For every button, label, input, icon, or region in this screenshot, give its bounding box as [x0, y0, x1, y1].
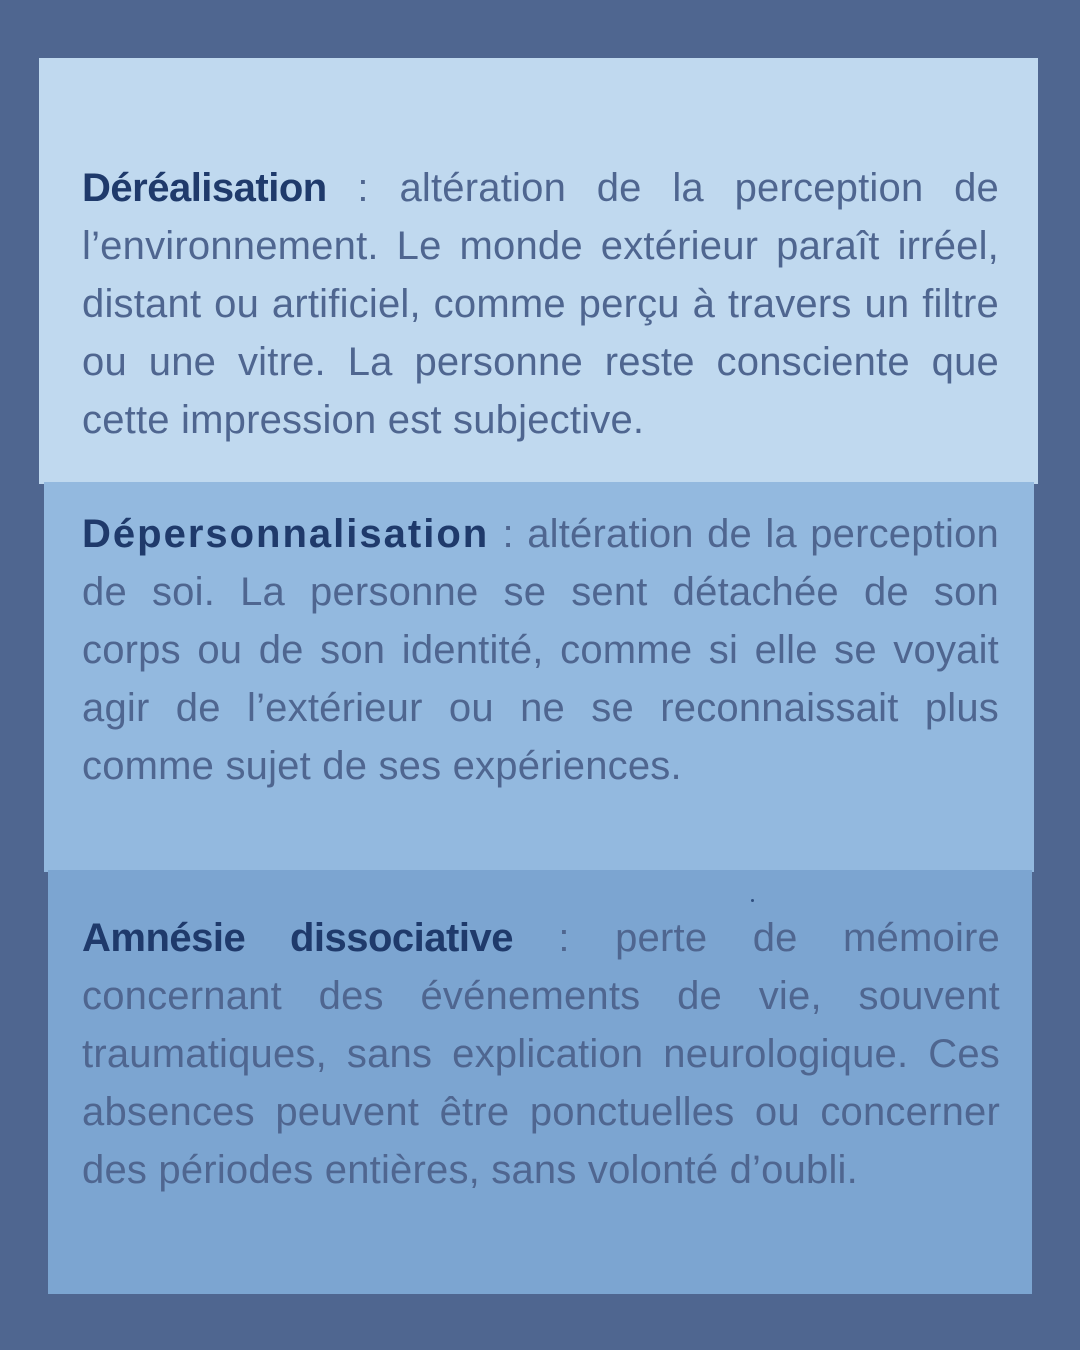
- definition-card-amnesie-dissociative: [48, 870, 1032, 1294]
- definition-text: : perte de mémoire concernant des événements de vie, souvent traumatiques, sans explication neurologique. Ces absences peuvent être ponctuelles ou concerner des périodes entières, sans volonté d’oubli.: [82, 916, 1000, 1192]
- definition-term: Dépersonnalisation: [82, 512, 490, 556]
- definition-text: : altération de la perception de soi. La personne se sent détachée de son corps ou de son identité, comme si elle se voyait agir de l’extérieur ou ne se reconnaissait plus comme sujet de ses expériences.: [82, 512, 999, 788]
- decorative-dot: [751, 899, 754, 902]
- definition-text: : altération de la perception de l’environnement. Le monde extérieur paraît irréel, distant ou artificiel, comme perçu à travers un filtre ou une vitre. La personne reste consciente que cette impression est subjective.: [82, 166, 999, 442]
- definition-term: Amnésie dissociative: [82, 916, 513, 960]
- definition-term: Déréalisation: [82, 166, 327, 210]
- definition-card-derealisation: [39, 58, 1038, 484]
- definition-paragraph: [82, 505, 999, 795]
- definition-paragraph: [82, 159, 999, 449]
- definition-card-depersonnalisation: [44, 482, 1034, 872]
- definition-paragraph: [82, 909, 1000, 1199]
